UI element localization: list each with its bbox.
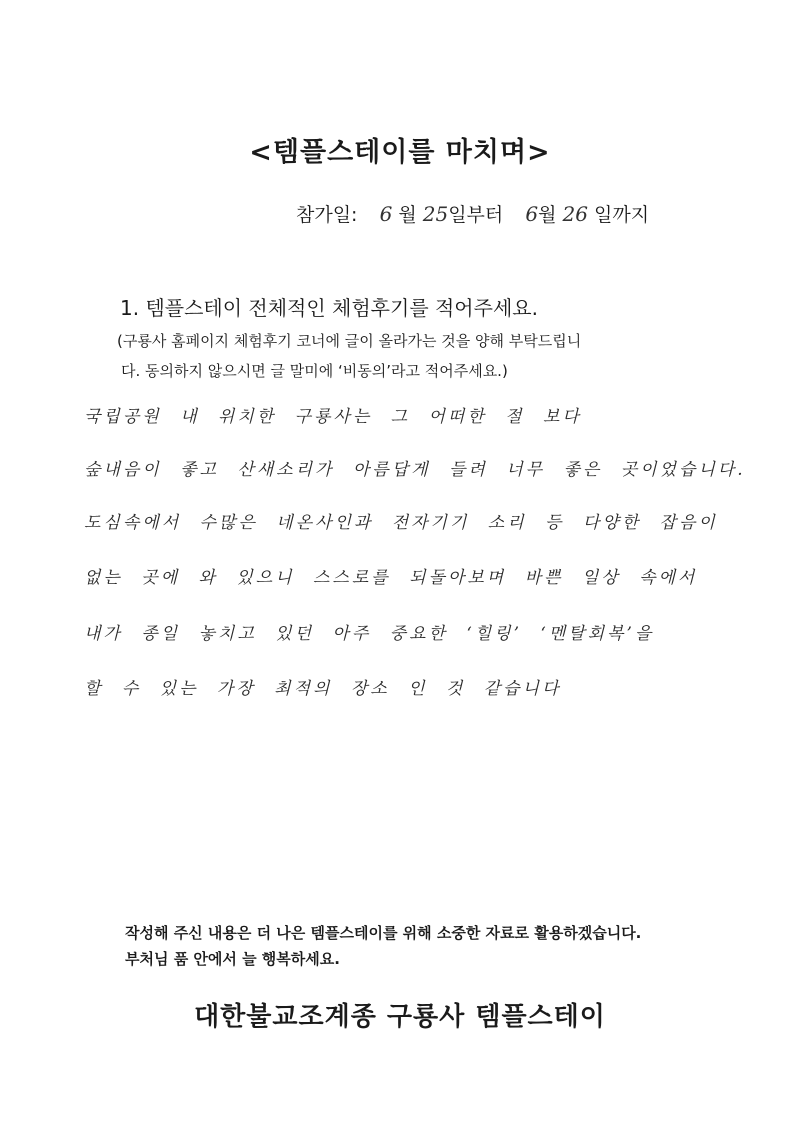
- start-day-value: 25: [422, 202, 449, 226]
- question-1-heading: 1. 템플스테이 전체적인 체험후기를 적어주세요.: [120, 296, 538, 320]
- handwritten-answer-line-3: 도심속에서 수많은 네온사인과 전자기기 소리 등 다양한 잡음이: [84, 513, 718, 533]
- start-month-value: 6: [379, 202, 393, 226]
- handwritten-answer-line-1: 국립공원 내 위치한 구룡사는 그 어떠한 절 보다: [84, 407, 582, 427]
- footer-note-line-2: 부처님 품 안에서 늘 행복하세요.: [125, 950, 340, 968]
- question-1-note-line-1: (구룡사 홈페이지 체험후기 코너에 글이 올라가는 것을 양해 부탁드립니: [117, 332, 582, 350]
- from-text: 일부터: [448, 204, 504, 226]
- period-label: 참가일:: [296, 204, 358, 226]
- end-month-unit: 월: [538, 204, 557, 226]
- start-month-unit: 월: [398, 204, 417, 226]
- until-text: 일까지: [594, 204, 650, 226]
- handwritten-answer-line-5: 내가 종일 놓치고 있던 아주 중요한 ‘힐링’ ‘멘탈회복’을: [84, 624, 655, 644]
- handwritten-answer-line-4: 없는 곳에 와 있으니 스스로를 되돌아보며 바쁜 일상 속에서: [84, 568, 698, 588]
- handwritten-answer-line-2: 숲내음이 좋고 산새소리가 아름답게 들려 너무 좋은 곳이었습니다.: [84, 460, 746, 480]
- end-day-value: 26: [562, 202, 588, 226]
- handwritten-answer-line-6: 할 수 있는 가장 최적의 장소 인 것 같습니다: [84, 679, 562, 699]
- page-title: <템플스테이를 마치며>: [249, 137, 551, 168]
- footer-note-line-1: 작성해 주신 내용은 더 나은 템플스테이를 위해 소중한 자료로 활용하겠습니다.: [125, 924, 642, 942]
- end-month-value: 6: [525, 202, 539, 226]
- organization-name: 대한불교조계종 구룡사 템플스테이: [194, 1002, 606, 1032]
- question-1-note-line-2: 다. 동의하지 않으시면 글 말미에 ‘비동의’라고 적어주세요.): [121, 362, 508, 380]
- participation-dates: [296, 200, 649, 227]
